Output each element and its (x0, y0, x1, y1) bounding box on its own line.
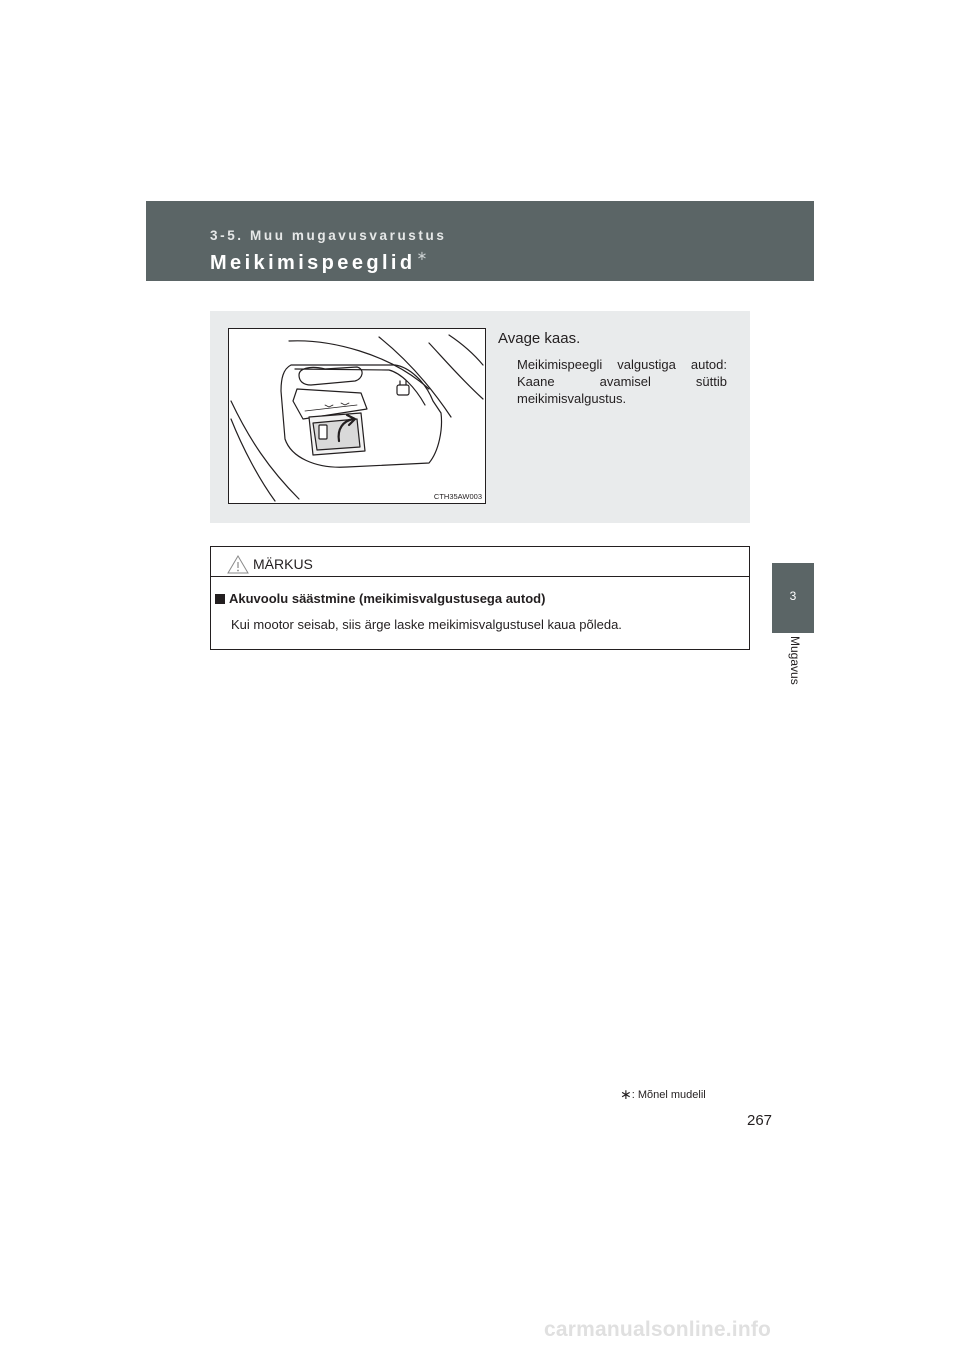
notice-subheading (215, 591, 545, 606)
figure-code: CTH35AW003 (433, 492, 482, 501)
sun-visor-drawing (229, 329, 485, 503)
notice-header (211, 547, 749, 577)
warning-triangle-icon (227, 555, 249, 574)
notice-title: MÄRKUS (253, 556, 313, 572)
chapter-number: 3 (789, 589, 797, 603)
footnote-mark: ∗ (620, 1086, 632, 1102)
watermark: carmanualsonline.info (544, 1318, 772, 1341)
notice-subheading-text: Akuvoolu säästmine (meikimisvalgustusega autod) (229, 591, 546, 606)
step-heading: Avage kaas. (498, 330, 581, 347)
footnote-text: : Mõnel mudelil (631, 1089, 706, 1101)
section-label: 3-5. Muu mugavusvarustus (210, 228, 447, 243)
chapter-name: Mugavus (788, 636, 802, 685)
square-bullet-icon (215, 594, 225, 604)
notice-text: Kui mootor seisab, siis ärge laske meikimisvalgustusel kaua põleda. (231, 617, 622, 632)
step-description: Meikimispeegli valgustiga autod: Kaane avamisel süttib meikimisvalgustus. (517, 357, 727, 406)
page-title-text: Meikimispeeglid (210, 252, 416, 274)
page-title (210, 248, 427, 275)
instruction-panel (210, 311, 750, 523)
model-variant-mark: ∗ (416, 248, 428, 263)
chapter-tab (772, 563, 814, 633)
section-header (146, 201, 814, 281)
footnote (620, 1086, 706, 1103)
vanity-mirror-illustration (228, 328, 486, 504)
page-number: 267 (747, 1112, 773, 1129)
notice-box (210, 546, 750, 650)
